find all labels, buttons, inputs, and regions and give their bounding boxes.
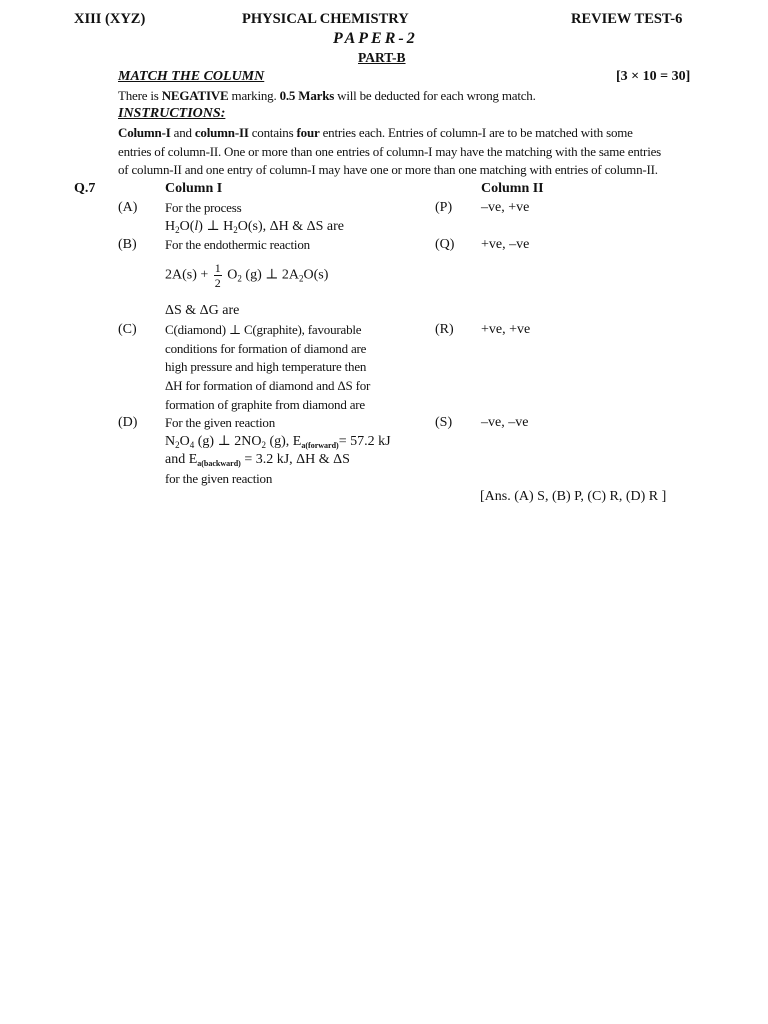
item-c-line-5: formation of graphite from diamond are (165, 397, 365, 412)
item-b-tail: ΔS & ΔG are (165, 303, 240, 318)
marks-amount: 0.5 Marks (279, 88, 335, 103)
fraction-numerator: 1 (214, 261, 221, 275)
column-ii-word: column-II (194, 125, 249, 140)
instructions-line-2: entries of column-II. One or more than one entries of column-I may have the matching with the same entries (118, 144, 662, 159)
instructions-title: INSTRUCTIONS: (118, 106, 226, 121)
text: marking. (228, 88, 280, 103)
eq-part: = 3.2 kJ, ΔH & ΔS (240, 452, 350, 467)
eq-part: 2A(s) + (165, 267, 212, 283)
item-b-label: (B) (118, 237, 137, 252)
item-s-value: –ve, –ve (481, 415, 529, 430)
subscript: a(backward) (197, 459, 241, 468)
item-b-text: For the endothermic reaction (165, 237, 310, 252)
item-a-equation (165, 218, 344, 235)
item-d-tail: for the given reaction (165, 471, 273, 486)
fraction-denominator: 2 (214, 276, 221, 290)
subscript: 2 (237, 273, 242, 284)
item-c-line-1: C(diamond) ⊥ C(graphite), favourable (165, 322, 362, 337)
eq-part: ) ⊥ H (198, 219, 234, 234)
item-c-line-4: ΔH for formation of diamond and ΔS for (165, 378, 371, 393)
item-p-label: (P) (435, 200, 453, 215)
item-q-label: (Q) (435, 237, 455, 252)
column-i-header: Column I (165, 181, 223, 196)
item-c-line-3: high pressure and high temperature then (165, 359, 367, 374)
item-c-label: (C) (118, 322, 137, 337)
item-d-label: (D) (118, 415, 138, 430)
item-b-equation (165, 261, 328, 290)
instructions-line-3: of column-II and one entry of column-I may have one or more than one matching with entries of column-II. (118, 162, 658, 177)
text: entries each. Entries of column-I are to be matched with some (319, 125, 633, 140)
subscript: 2 (233, 225, 238, 235)
negative-word: NEGATIVE (161, 88, 229, 103)
answer-key: [Ans. (A) S, (B) P, (C) R, (D) R ] (480, 489, 667, 504)
instructions-line-1 (118, 125, 633, 141)
item-r-value: +ve, +ve (481, 322, 531, 337)
item-d-reaction (165, 433, 391, 450)
column-i-word: Column-I (118, 125, 171, 140)
subscript: 2 (175, 440, 180, 450)
eq-part: H (165, 219, 176, 234)
header-center: PHYSICAL CHEMISTRY (242, 11, 409, 27)
eq-part: O( (179, 219, 195, 234)
eq-part: O (223, 267, 238, 283)
eq-part: N (165, 434, 176, 449)
subscript: 2 (299, 273, 304, 284)
item-p-value: –ve, +ve (481, 200, 530, 215)
text: and (170, 125, 195, 140)
text: contains (248, 125, 297, 140)
item-a-text: For the process (165, 200, 242, 215)
item-d-text: For the given reaction (165, 415, 276, 430)
item-s-label: (S) (435, 415, 453, 430)
eq-part: (g) ⊥ 2A (241, 267, 300, 283)
eq-part: O(s) (303, 267, 329, 283)
question-number: Q.7 (74, 181, 96, 196)
eq-part: = 57.2 kJ (338, 434, 391, 449)
section-title: MATCH THE COLUMN (118, 69, 265, 84)
section-marks: [3 × 10 = 30] (616, 69, 691, 84)
item-r-label: (R) (435, 322, 454, 337)
eq-part: (g), E (265, 434, 302, 449)
eq-part: and E (165, 452, 198, 467)
item-a-label: (A) (118, 200, 138, 215)
eq-part: l (194, 219, 199, 234)
item-d-energies (165, 452, 350, 468)
subscript: a(forward) (301, 441, 339, 450)
subscript: 2 (175, 225, 180, 235)
eq-part: O (179, 434, 190, 449)
text: will be deducted for each wrong match. (334, 88, 536, 103)
four-word: four (296, 125, 320, 140)
subscript: 2 (261, 440, 266, 450)
subscript: 4 (189, 440, 195, 450)
header-right: REVIEW TEST-6 (571, 11, 683, 27)
item-q-value: +ve, –ve (481, 237, 530, 252)
text: There is (118, 88, 162, 103)
header-left: XIII (XYZ) (74, 11, 146, 27)
eq-part: (g) ⊥ 2NO (194, 434, 262, 449)
item-c-line-2: conditions for formation of diamond are (165, 341, 367, 356)
column-ii-header: Column II (481, 181, 544, 196)
part-label: PART-B (358, 50, 406, 65)
negative-marking-note (118, 88, 536, 104)
paper-title: PAPER-2 (333, 30, 418, 47)
eq-part: O(s), ΔH & ΔS are (237, 219, 345, 234)
half-fraction (214, 261, 222, 290)
